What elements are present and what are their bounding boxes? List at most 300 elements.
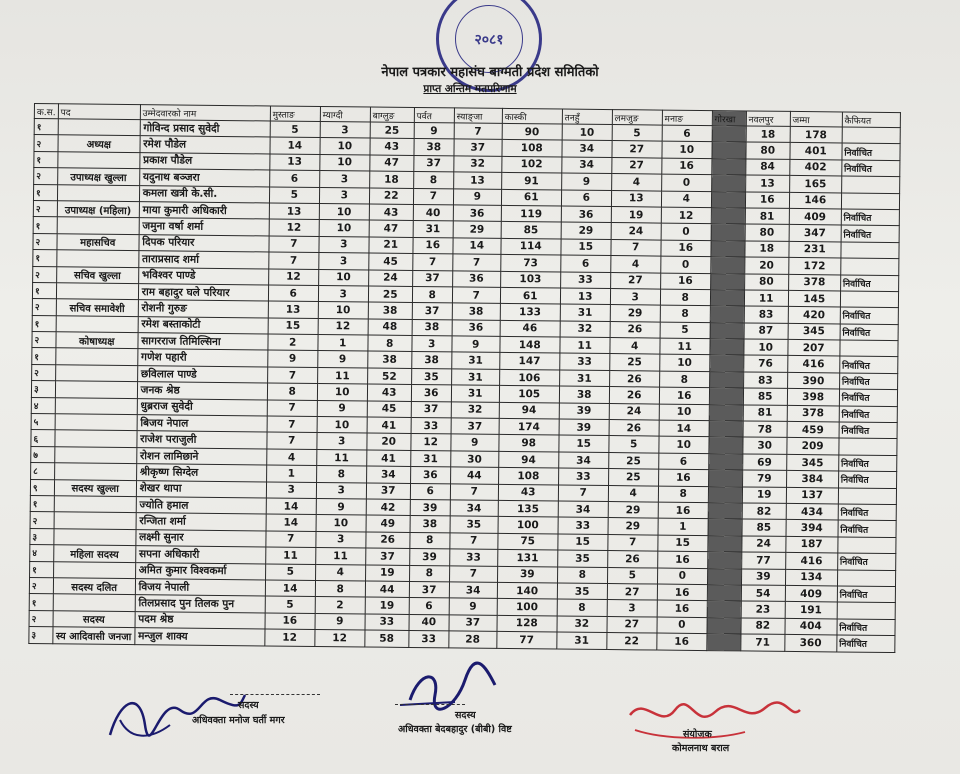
- signature-2-name: अधिवक्ता बेदबहादुर (बीबी) विष्ट: [398, 724, 512, 735]
- remark-cell: [838, 488, 896, 505]
- vote-cell: 16: [657, 600, 707, 617]
- vote-cell: 2: [268, 334, 318, 351]
- vote-cell: 14: [270, 137, 320, 154]
- candidate-name-cell: रन्जिता शर्मा: [136, 513, 266, 531]
- vote-cell: [710, 257, 744, 274]
- column-header: उम्मेदवारको नाम: [140, 105, 270, 121]
- vote-cell: 102: [502, 156, 562, 173]
- vote-cell: 38: [412, 319, 452, 336]
- vote-cell: 10: [662, 141, 712, 158]
- signature-2-mark: [395, 660, 505, 720]
- vote-cell: 14: [453, 238, 501, 255]
- vote-cell: 178: [790, 126, 842, 143]
- candidate-name-cell: दिपक परियार: [139, 234, 269, 252]
- candidate-name-cell: रमेश बस्ताकोटी: [138, 316, 268, 334]
- vote-cell: 9: [317, 351, 367, 368]
- remark-cell: निर्वाचित: [841, 209, 899, 226]
- vote-cell: 10: [744, 339, 788, 356]
- vote-cell: 3: [320, 121, 370, 138]
- vote-cell: 80: [745, 224, 789, 241]
- serial-number-cell: २: [29, 577, 53, 594]
- serial-number-cell: २: [32, 332, 56, 349]
- vote-cell: 7: [608, 534, 658, 551]
- vote-cell: 409: [785, 585, 837, 602]
- candidate-name-cell: ज्योति हमाल: [136, 497, 266, 515]
- vote-cell: 434: [786, 503, 838, 520]
- candidate-name-cell: जमुना वर्षा शर्मा: [139, 218, 269, 236]
- vote-cell: 39: [741, 568, 785, 585]
- vote-cell: 31: [413, 221, 453, 238]
- vote-cell: 13: [745, 175, 789, 192]
- signature-line: [395, 704, 465, 705]
- vote-cell: 7: [413, 188, 453, 205]
- vote-cell: 8: [412, 286, 452, 303]
- vote-cell: 44: [365, 581, 409, 598]
- vote-cell: 7: [449, 565, 497, 582]
- vote-cell: 37: [454, 139, 502, 156]
- vote-cell: 191: [785, 602, 837, 619]
- vote-cell: 11: [660, 338, 710, 355]
- vote-cell: 77: [497, 631, 557, 648]
- post-cell: [54, 528, 136, 545]
- vote-cell: 7: [454, 123, 502, 140]
- vote-cell: 24: [368, 270, 412, 287]
- serial-number-cell: १: [30, 495, 54, 512]
- vote-cell: 4: [266, 449, 316, 466]
- post-cell: [54, 463, 136, 480]
- vote-cell: 3: [319, 171, 369, 188]
- vote-cell: 49: [366, 515, 410, 532]
- vote-cell: 3: [610, 288, 660, 305]
- vote-cell: 5: [607, 567, 657, 584]
- serial-number-cell: २: [30, 512, 54, 529]
- vote-cell: 11: [265, 547, 315, 564]
- vote-cell: 105: [499, 386, 559, 403]
- serial-number-cell: २: [33, 233, 57, 250]
- vote-cell: 4: [611, 174, 661, 191]
- candidate-name-cell: जनक श्रेष्ठ: [137, 382, 267, 400]
- vote-cell: 33: [411, 417, 451, 434]
- post-cell: [55, 430, 137, 447]
- column-header: मनाङ: [662, 110, 712, 126]
- vote-cell: 4: [610, 338, 660, 355]
- vote-cell: 12: [661, 207, 711, 224]
- vote-cell: 100: [497, 599, 557, 616]
- vote-cell: 34: [562, 140, 612, 157]
- vote-cell: 27: [612, 157, 662, 174]
- vote-cell: 394: [786, 520, 838, 537]
- vote-cell: 84: [746, 159, 790, 176]
- candidate-name-cell: सागरराज तिमिल्सिना: [138, 333, 268, 351]
- vote-cell: 207: [788, 339, 840, 356]
- vote-cell: 10: [319, 203, 369, 220]
- vote-cell: 22: [369, 188, 413, 205]
- vote-cell: 140: [497, 582, 557, 599]
- vote-cell: 6: [410, 483, 450, 500]
- candidate-name-cell: बिजय नेपाल: [137, 415, 267, 433]
- vote-cell: 8: [660, 289, 710, 306]
- vote-cell: 378: [788, 274, 840, 291]
- vote-cell: 73: [500, 255, 560, 272]
- vote-cell: 38: [559, 386, 609, 403]
- vote-cell: 8: [267, 383, 317, 400]
- vote-cell: 0: [657, 617, 707, 634]
- vote-cell: 38: [452, 303, 500, 320]
- vote-cell: 5: [612, 125, 662, 142]
- vote-cell: 0: [657, 568, 707, 585]
- vote-cell: 0: [660, 256, 710, 273]
- vote-cell: 9: [453, 188, 501, 205]
- vote-cell: 19: [365, 565, 409, 582]
- vote-cell: 18: [369, 171, 413, 188]
- remark-cell: [837, 569, 895, 586]
- vote-cell: [709, 421, 743, 438]
- vote-cell: 16: [658, 469, 708, 486]
- vote-cell: 8: [409, 565, 449, 582]
- vote-cell: 22: [607, 633, 657, 650]
- vote-cell: 20: [744, 257, 788, 274]
- vote-cell: 36: [411, 385, 451, 402]
- remark-cell: [842, 127, 900, 144]
- vote-cell: 91: [501, 173, 561, 190]
- vote-cell: 81: [745, 208, 789, 225]
- vote-cell: 0: [661, 223, 711, 240]
- vote-cell: 4: [608, 485, 658, 502]
- vote-cell: 12: [269, 219, 319, 236]
- candidate-name-cell: गणेश पहारी: [137, 349, 267, 367]
- column-header: लमजुङ: [612, 110, 662, 126]
- vote-cell: 378: [787, 405, 839, 422]
- remark-cell: निर्वाचित: [837, 619, 895, 636]
- vote-cell: [708, 519, 742, 536]
- vote-cell: 6: [662, 125, 712, 142]
- vote-cell: 187: [786, 536, 838, 553]
- vote-cell: 13: [269, 203, 319, 220]
- vote-cell: 39: [409, 549, 449, 566]
- vote-cell: 16: [659, 387, 709, 404]
- serial-number-cell: १: [33, 217, 57, 234]
- vote-cell: 16: [662, 158, 712, 175]
- vote-cell: 52: [367, 368, 411, 385]
- vote-cell: 32: [560, 321, 610, 338]
- vote-cell: 28: [449, 631, 497, 648]
- serial-number-cell: १: [33, 250, 57, 267]
- vote-cell: 31: [559, 370, 609, 387]
- vote-cell: 16: [657, 633, 707, 650]
- vote-cell: 16: [745, 192, 789, 209]
- vote-cell: 10: [659, 404, 709, 421]
- remark-cell: निर्वाचित: [841, 160, 899, 177]
- serial-number-cell: २: [32, 299, 56, 316]
- vote-cell: 38: [367, 351, 411, 368]
- vote-cell: 78: [743, 421, 787, 438]
- vote-cell: 20: [367, 433, 411, 450]
- vote-cell: 43: [369, 204, 413, 221]
- vote-cell: 35: [450, 516, 498, 533]
- column-header: कैफियत: [842, 112, 900, 128]
- vote-cell: 12: [268, 268, 318, 285]
- serial-number-cell: २: [33, 200, 57, 217]
- vote-cell: 9: [451, 434, 499, 451]
- vote-cell: 14: [266, 514, 316, 531]
- vote-cell: 19: [611, 207, 661, 224]
- serial-number-cell: ५: [31, 414, 55, 431]
- post-cell: [53, 594, 135, 611]
- vote-cell: 37: [451, 418, 499, 435]
- serial-number-cell: ४: [30, 545, 54, 562]
- serial-number-cell: १: [33, 184, 57, 201]
- remark-cell: निर्वाचित: [840, 324, 898, 341]
- vote-cell: 43: [370, 138, 414, 155]
- vote-cell: 5: [270, 121, 320, 138]
- post-cell: [56, 283, 138, 300]
- remark-cell: [841, 242, 899, 259]
- post-cell: सदस्य दलित: [53, 578, 135, 595]
- vote-cell: 172: [788, 258, 840, 275]
- remark-cell: निर्वाचित: [837, 586, 895, 603]
- vote-cell: 46: [500, 320, 560, 337]
- vote-cell: 25: [608, 452, 658, 469]
- column-header: बाग्लुङ: [370, 107, 414, 122]
- vote-cell: 35: [557, 583, 607, 600]
- vote-cell: 30: [743, 437, 787, 454]
- vote-cell: 27: [607, 616, 657, 633]
- vote-cell: 36: [453, 205, 501, 222]
- vote-cell: 80: [746, 142, 790, 159]
- vote-cell: 85: [501, 222, 561, 239]
- vote-cell: 6: [658, 453, 708, 470]
- vote-cell: [709, 437, 743, 454]
- vote-cell: 25: [370, 122, 414, 139]
- vote-cell: 58: [365, 630, 409, 647]
- vote-cell: [710, 339, 744, 356]
- vote-cell: 27: [607, 583, 657, 600]
- vote-cell: 3: [412, 336, 452, 353]
- remark-cell: निर्वाचित: [840, 274, 898, 291]
- vote-cell: 11: [315, 548, 365, 565]
- vote-cell: 24: [742, 536, 786, 553]
- vote-cell: [707, 601, 741, 618]
- vote-cell: [712, 142, 746, 159]
- vote-cell: [711, 175, 745, 192]
- serial-number-cell: ३: [29, 627, 53, 644]
- vote-cell: 12: [411, 434, 451, 451]
- vote-cell: 1: [318, 335, 368, 352]
- vote-cell: 9: [317, 400, 367, 417]
- vote-cell: 26: [366, 532, 410, 549]
- vote-cell: 80: [744, 273, 788, 290]
- vote-cell: 31: [451, 385, 499, 402]
- vote-cell: 12: [318, 318, 368, 335]
- vote-cell: 39: [559, 419, 609, 436]
- vote-cell: 8: [658, 486, 708, 503]
- vote-cell: [708, 453, 742, 470]
- candidate-name-cell: प्रकाश पौडेल: [140, 152, 270, 170]
- vote-cell: 19: [365, 597, 409, 614]
- vote-cell: 76: [743, 355, 787, 372]
- post-cell: अध्यक्ष: [58, 135, 140, 152]
- vote-cell: 25: [608, 469, 658, 486]
- vote-cell: 15: [658, 535, 708, 552]
- vote-cell: 15: [558, 534, 608, 551]
- column-header: स्याङ्जा: [454, 108, 502, 124]
- vote-cell: 8: [413, 172, 453, 189]
- candidate-name-cell: राम बहादुर घले परियार: [138, 284, 268, 302]
- vote-cell: [712, 158, 746, 175]
- remark-cell: निर्वाचित: [838, 455, 896, 472]
- vote-cell: [709, 404, 743, 421]
- vote-cell: 3: [266, 482, 316, 499]
- vote-cell: 33: [560, 272, 610, 289]
- vote-cell: 131: [497, 550, 557, 567]
- vote-cell: 98: [499, 435, 559, 452]
- vote-cell: 43: [367, 384, 411, 401]
- candidate-name-cell: लक्ष्मी सुनार: [136, 529, 266, 547]
- candidate-name-cell: छविलाल पाण्डे: [137, 365, 267, 383]
- vote-cell: [712, 126, 746, 143]
- vote-cell: [709, 388, 743, 405]
- vote-cell: 36: [410, 467, 450, 484]
- vote-cell: 4: [315, 564, 365, 581]
- vote-cell: 9: [449, 598, 497, 615]
- candidate-name-cell: सपना अधिकारी: [135, 546, 265, 564]
- serial-number-cell: १: [34, 151, 58, 168]
- candidate-name-cell: शेखर थापा: [136, 480, 266, 498]
- vote-cell: 7: [266, 531, 316, 548]
- remark-cell: [837, 602, 895, 619]
- vote-cell: 119: [501, 205, 561, 222]
- vote-cell: 384: [786, 471, 838, 488]
- post-cell: [54, 512, 136, 529]
- serial-number-cell: ९: [30, 479, 54, 496]
- remark-cell: निर्वाचित: [839, 406, 897, 423]
- vote-cell: [711, 191, 745, 208]
- remark-cell: निर्वाचित: [839, 373, 897, 390]
- vote-cell: 5: [660, 322, 710, 339]
- vote-cell: 108: [502, 140, 562, 157]
- vote-cell: 347: [789, 225, 841, 242]
- post-cell: सचिव समावेशी: [56, 299, 138, 316]
- vote-cell: 13: [560, 288, 610, 305]
- vote-cell: 61: [501, 189, 561, 206]
- vote-cell: 3: [607, 600, 657, 617]
- vote-cell: 137: [786, 487, 838, 504]
- vote-cell: 26: [609, 370, 659, 387]
- candidate-name-cell: तिलप्रसाद पुन तिलक पुन: [135, 595, 265, 613]
- vote-cell: 16: [413, 237, 453, 254]
- vote-cell: 108: [498, 468, 558, 485]
- post-cell: [54, 496, 136, 513]
- vote-cell: 13: [611, 190, 661, 207]
- vote-cell: 133: [500, 304, 560, 321]
- vote-cell: 9: [267, 350, 317, 367]
- signature-2-role: सदस्य: [455, 710, 476, 721]
- vote-cell: 23: [741, 601, 785, 618]
- vote-cell: 15: [559, 435, 609, 452]
- vote-cell: 14: [265, 580, 315, 597]
- candidate-name-cell: रोशन लामिछाने: [136, 447, 266, 465]
- post-cell: स्य आदिवासी जनजा: [53, 627, 135, 644]
- vote-cell: [711, 208, 745, 225]
- post-cell: [55, 414, 137, 431]
- vote-cell: 4: [661, 191, 711, 208]
- remark-cell: [841, 193, 899, 210]
- vote-cell: [707, 617, 741, 634]
- vote-cell: 38: [411, 352, 451, 369]
- vote-cell: 35: [557, 550, 607, 567]
- serial-number-cell: १: [29, 594, 53, 611]
- vote-cell: 39: [410, 499, 450, 516]
- column-header: गोरखा: [712, 111, 746, 126]
- candidate-name-cell: कमला खत्री के.सी.: [139, 185, 269, 203]
- serial-number-cell: ७: [31, 446, 55, 463]
- vote-cell: 33: [449, 549, 497, 566]
- candidate-name-cell: भविश्वर पाण्डे: [138, 267, 268, 285]
- vote-cell: 209: [787, 438, 839, 455]
- candidate-name-cell: अमित कुमार विश्वकर्मा: [135, 562, 265, 580]
- vote-cell: 37: [366, 483, 410, 500]
- vote-cell: 8: [316, 466, 366, 483]
- vote-cell: 459: [787, 421, 839, 438]
- vote-cell: 146: [789, 192, 841, 209]
- vote-cell: 3: [319, 187, 369, 204]
- vote-cell: 26: [610, 321, 660, 338]
- post-cell: [54, 447, 136, 464]
- candidate-name-cell: विजय नेपाली: [135, 579, 265, 597]
- vote-cell: 416: [785, 553, 837, 570]
- post-cell: सदस्य: [53, 610, 135, 627]
- serial-number-cell: २: [32, 364, 56, 381]
- vote-cell: 42: [366, 499, 410, 516]
- vote-cell: 3: [319, 236, 369, 253]
- vote-cell: 85: [742, 519, 786, 536]
- vote-cell: [707, 634, 741, 651]
- vote-cell: 148: [500, 336, 560, 353]
- vote-cell: 6: [268, 285, 318, 302]
- vote-cell: 24: [611, 223, 661, 240]
- vote-cell: 29: [561, 222, 611, 239]
- vote-cell: [708, 535, 742, 552]
- vote-cell: 14: [266, 498, 316, 515]
- vote-cell: 8: [557, 567, 607, 584]
- vote-cell: 37: [412, 270, 452, 287]
- vote-cell: 83: [744, 306, 788, 323]
- post-cell: [55, 365, 137, 382]
- vote-cell: 31: [560, 304, 610, 321]
- vote-cell: 37: [411, 401, 451, 418]
- vote-cell: 402: [790, 159, 842, 176]
- vote-cell: 38: [368, 302, 412, 319]
- remark-cell: निर्वाचित: [839, 422, 897, 439]
- vote-cell: 15: [268, 318, 318, 335]
- remark-cell: निर्वाचित: [840, 307, 898, 324]
- post-cell: [58, 119, 140, 136]
- vote-cell: 16: [657, 584, 707, 601]
- vote-cell: 27: [610, 272, 660, 289]
- vote-cell: 26: [607, 551, 657, 568]
- vote-cell: 0: [661, 174, 711, 191]
- vote-cell: [708, 486, 742, 503]
- vote-cell: [707, 552, 741, 569]
- vote-cell: 9: [561, 173, 611, 190]
- candidate-name-cell: माया कुमारी अधिकारी: [139, 202, 269, 220]
- vote-cell: 29: [608, 518, 658, 535]
- vote-cell: 41: [367, 417, 411, 434]
- vote-cell: 32: [451, 402, 499, 419]
- vote-cell: 87: [744, 323, 788, 340]
- vote-cell: 33: [365, 614, 409, 631]
- serial-number-cell: १: [32, 315, 56, 332]
